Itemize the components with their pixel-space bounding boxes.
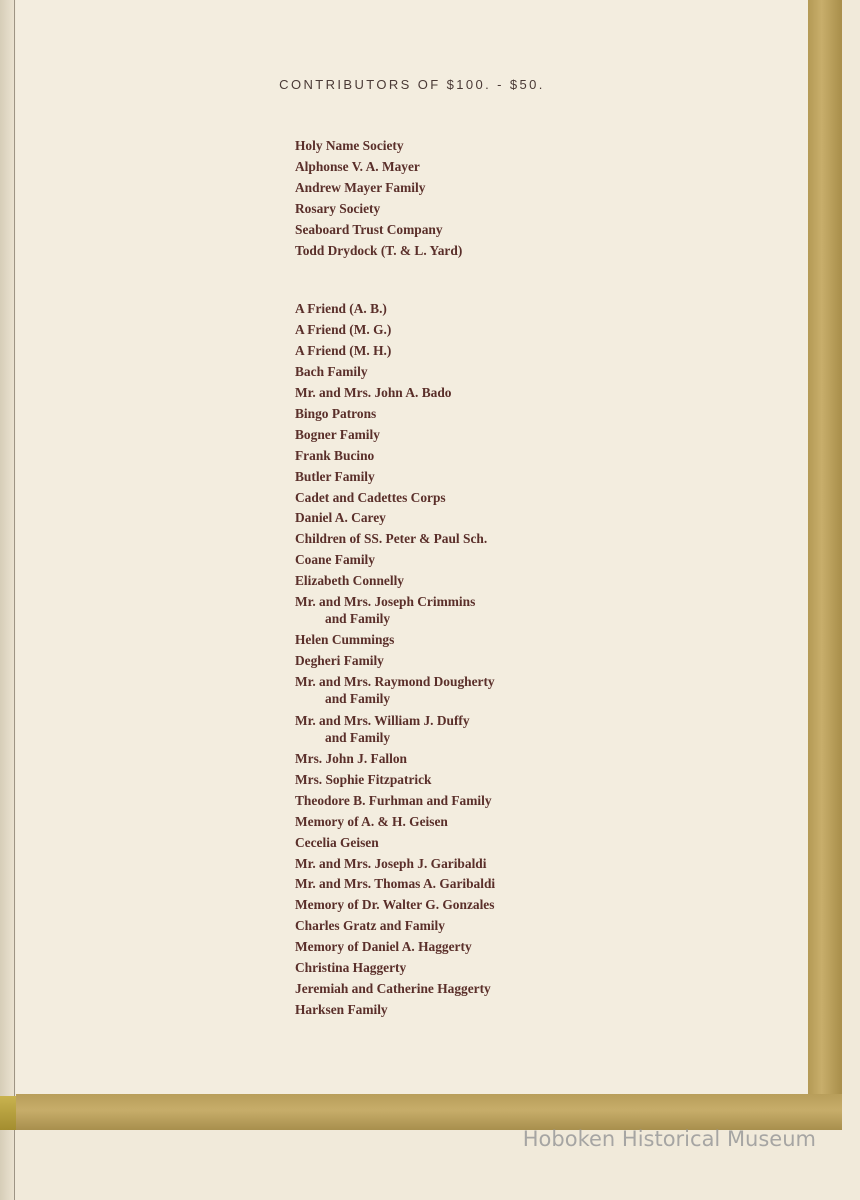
contributor-entry bbox=[295, 200, 380, 217]
contributor-name-continued: and Family bbox=[325, 729, 391, 745]
contributor-entry bbox=[295, 468, 375, 485]
binding-line bbox=[14, 0, 15, 1200]
contributor-name: Cadet and Cadettes Corps bbox=[295, 489, 446, 505]
contributor-entry bbox=[295, 834, 379, 851]
contributor-entry bbox=[295, 509, 386, 526]
contributor-entry bbox=[295, 321, 391, 338]
contributor-name: Andrew Mayer Family bbox=[295, 179, 426, 195]
contributor-name: Bingo Patrons bbox=[295, 405, 377, 421]
contributor-entry bbox=[295, 712, 470, 746]
contributor-name: Rosary Society bbox=[295, 200, 381, 216]
contributor-entry bbox=[295, 405, 376, 422]
contributor-entry bbox=[295, 572, 404, 589]
contributor-name-continued: and Family bbox=[325, 691, 391, 707]
contributor-entry bbox=[295, 980, 491, 997]
contributor-entry bbox=[295, 530, 487, 547]
contributor-name: Harksen Family bbox=[295, 1001, 388, 1017]
gold-border-right bbox=[808, 0, 842, 1130]
contributor-entry bbox=[295, 896, 494, 913]
contributor-name: Memory of Dr. Walter G. Gonzales bbox=[295, 897, 495, 913]
contributor-entry bbox=[295, 426, 380, 443]
contributor-entry bbox=[295, 855, 486, 872]
contributor-name: Charles Gratz and Family bbox=[295, 918, 445, 934]
gold-border-bottom bbox=[16, 1094, 842, 1130]
contributor-entry bbox=[295, 242, 462, 259]
contributor-entry bbox=[295, 631, 394, 648]
gold-border-tab bbox=[0, 1096, 16, 1130]
page-heading: CONTRIBUTORS OF $100. - $50. bbox=[279, 77, 545, 92]
contributor-entry bbox=[295, 652, 384, 669]
contributor-name: Seaboard Trust Company bbox=[295, 221, 443, 237]
contributor-name: Elizabeth Connelly bbox=[295, 573, 404, 589]
contributor-name: Todd Drydock (T. & L. Yard) bbox=[295, 242, 463, 258]
contributor-entry bbox=[295, 300, 387, 317]
contributor-name: Mr. and Mrs. John A. Bado bbox=[295, 385, 452, 400]
contributor-name: Mr. and Mrs. Thomas A. Garibaldi bbox=[295, 876, 496, 892]
contributor-entry bbox=[295, 1001, 388, 1018]
contributor-name: Bach Family bbox=[295, 364, 368, 380]
contributor-entry bbox=[295, 813, 448, 830]
contributor-name: Holy Name Society bbox=[295, 138, 404, 153]
contributor-entry bbox=[295, 363, 368, 380]
contributor-name: Mr. and Mrs. William J. Duffy bbox=[295, 712, 470, 728]
contributor-entry bbox=[295, 673, 495, 707]
contributor-name: Mrs. John J. Fallon bbox=[295, 751, 407, 766]
contributor-name: Cecelia Geisen bbox=[295, 834, 379, 850]
museum-watermark: Hoboken Historical Museum bbox=[522, 1127, 816, 1151]
contributor-name: A Friend (A. B.) bbox=[295, 301, 387, 317]
contributor-name: Mrs. Sophie Fitzpatrick bbox=[295, 771, 432, 787]
contributor-name: Jeremiah and Catherine Haggerty bbox=[295, 980, 491, 996]
contributor-entry bbox=[295, 221, 443, 238]
contributor-entry bbox=[295, 489, 446, 506]
contributor-name: Theodore B. Furhman and Family bbox=[295, 792, 492, 808]
contributor-name: A Friend (M. G.) bbox=[295, 322, 392, 338]
contributor-name: Coane Family bbox=[295, 552, 375, 568]
contributor-name: Frank Bucino bbox=[295, 447, 375, 463]
contributor-entry bbox=[295, 342, 391, 359]
contributor-name: Children of SS. Peter & Paul Sch. bbox=[295, 531, 488, 547]
contributor-name: A Friend (M. H.) bbox=[295, 343, 392, 359]
contributor-name: Memory of Daniel A. Haggerty bbox=[295, 939, 472, 955]
contributor-name: Daniel A. Carey bbox=[295, 510, 386, 526]
contributor-entry bbox=[295, 750, 407, 767]
contributor-name: Alphonse V. A. Mayer bbox=[295, 158, 420, 174]
contributor-name: Memory of A. & H. Geisen bbox=[295, 813, 448, 829]
contributor-entry bbox=[295, 384, 452, 401]
contributor-entry bbox=[295, 137, 404, 154]
contributor-entry bbox=[295, 447, 374, 464]
binding-edge bbox=[0, 0, 14, 1200]
contributor-entry bbox=[295, 917, 445, 934]
contributor-name: Helen Cummings bbox=[295, 632, 395, 648]
contributor-entry bbox=[295, 938, 472, 955]
contributor-entry bbox=[295, 792, 492, 809]
contributor-entry bbox=[295, 551, 375, 568]
contributor-entry bbox=[295, 959, 406, 976]
contributor-entry bbox=[295, 593, 475, 627]
contributor-name: Bogner Family bbox=[295, 426, 380, 442]
contributor-name-continued: and Family bbox=[325, 611, 391, 626]
contributor-entry bbox=[295, 875, 495, 892]
contributor-name: Mr. and Mrs. Joseph Crimmins bbox=[295, 594, 476, 609]
contributor-name: Mr. and Mrs. Joseph J. Garibaldi bbox=[295, 855, 487, 871]
contributor-entry bbox=[295, 158, 420, 175]
contributor-name: Christina Haggerty bbox=[295, 960, 407, 975]
contributor-entry bbox=[295, 179, 425, 196]
contributor-entry bbox=[295, 771, 432, 788]
contributor-name: Degheri Family bbox=[295, 653, 384, 669]
contributor-name: Mr. and Mrs. Raymond Dougherty bbox=[295, 674, 495, 690]
contributor-name: Butler Family bbox=[295, 468, 375, 484]
